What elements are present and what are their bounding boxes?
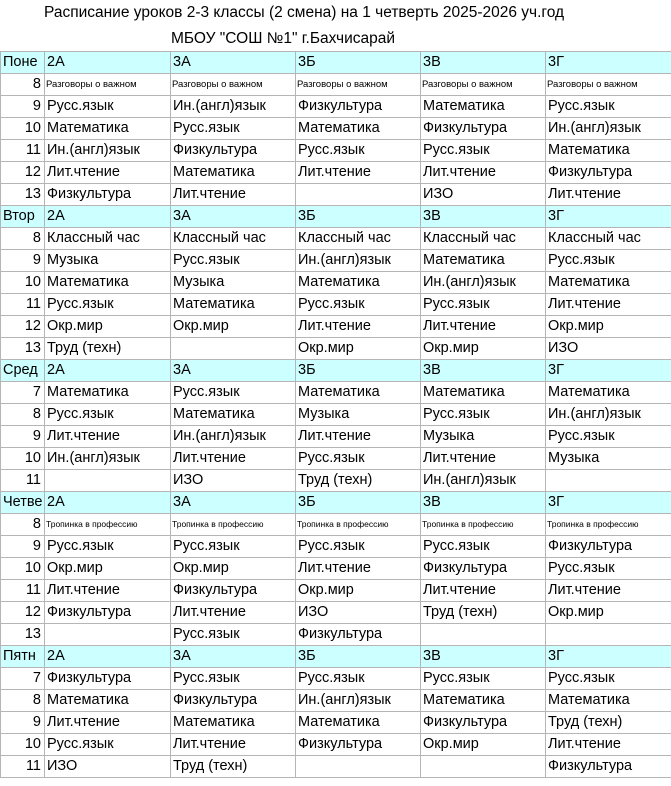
lesson-row (1, 624, 671, 646)
lesson-number-cell[interactable]: 11 (1, 140, 45, 162)
subject-cell[interactable] (45, 624, 171, 646)
class-header-cell[interactable]: 2А (45, 206, 171, 228)
lesson-number-cell[interactable]: 12 (1, 316, 45, 338)
subject-cell[interactable]: Ин.(англ)язык (421, 470, 546, 492)
lesson-number-cell[interactable]: 8 (1, 404, 45, 426)
lesson-number-cell[interactable]: 13 (1, 338, 45, 360)
subject-cell[interactable]: Труд (техн) (45, 338, 171, 360)
subject-cell[interactable]: Лит.чтение (421, 448, 546, 470)
subject-cell[interactable] (171, 338, 296, 360)
lesson-number-cell[interactable]: 8 (1, 514, 45, 536)
subject-cell[interactable]: Математика (171, 712, 296, 734)
lesson-row (1, 690, 671, 712)
subject-cell[interactable]: Окр.мир (421, 338, 546, 360)
lesson-row (1, 448, 671, 470)
lesson-row (1, 338, 671, 360)
subject-cell[interactable]: Русс.язык (421, 404, 546, 426)
subject-cell[interactable]: ИЗО (171, 470, 296, 492)
lesson-number-cell[interactable]: 9 (1, 712, 45, 734)
subject-cell[interactable]: Русс.язык (296, 448, 421, 470)
subject-cell[interactable]: Физкультура (546, 536, 671, 558)
subject-cell[interactable]: Лит.чтение (45, 426, 171, 448)
class-header-cell[interactable]: 3Г (546, 492, 671, 514)
subject-cell[interactable]: Физкультура (546, 756, 671, 778)
subject-cell[interactable]: Лит.чтение (296, 426, 421, 448)
subject-cell[interactable]: Музыка (421, 426, 546, 448)
subject-cell[interactable]: Музыка (45, 250, 171, 272)
schedule-body (1, 52, 671, 778)
lesson-number-cell[interactable]: 9 (1, 250, 45, 272)
subject-cell[interactable]: Физкультура (171, 140, 296, 162)
subject-cell[interactable]: Лит.чтение (171, 734, 296, 756)
subject-cell[interactable]: Ин.(англ)язык (296, 690, 421, 712)
subject-cell[interactable]: Тропинка в профессию (171, 514, 296, 536)
lesson-row (1, 602, 671, 624)
schedule-title[interactable]: Расписание уроков 2-3 классы (2 смена) на 1 четверть 2025-2026 уч.год (44, 4, 565, 21)
lesson-row (1, 404, 671, 426)
class-header-cell[interactable]: 2А (45, 646, 171, 668)
subject-cell[interactable]: Ин.(англ)язык (421, 272, 546, 294)
lesson-number-cell[interactable]: 12 (1, 162, 45, 184)
subject-cell[interactable]: Математика (45, 118, 171, 140)
subject-cell[interactable]: Математика (421, 96, 546, 118)
subject-cell[interactable] (421, 624, 546, 646)
subject-cell[interactable]: Труд (техн) (421, 602, 546, 624)
subject-cell[interactable]: Русс.язык (171, 250, 296, 272)
day-name-cell[interactable]: Сред (1, 360, 45, 382)
subject-cell[interactable]: Математика (45, 272, 171, 294)
subject-cell[interactable] (546, 624, 671, 646)
subject-cell[interactable]: Математика (421, 250, 546, 272)
subject-cell[interactable]: Русс.язык (296, 668, 421, 690)
lesson-row (1, 272, 671, 294)
lesson-number-cell[interactable]: 8 (1, 228, 45, 250)
lesson-row (1, 162, 671, 184)
subject-cell[interactable]: Русс.язык (45, 536, 171, 558)
lesson-number-cell[interactable]: 13 (1, 624, 45, 646)
subject-cell[interactable]: Ин.(англ)язык (171, 426, 296, 448)
subject-cell[interactable]: Физкультура (546, 162, 671, 184)
subject-cell[interactable]: Окр.мир (296, 338, 421, 360)
class-header-cell[interactable]: 3А (171, 206, 296, 228)
subject-cell[interactable]: Русс.язык (45, 96, 171, 118)
subject-cell[interactable]: Математика (296, 118, 421, 140)
lesson-number-cell[interactable]: 10 (1, 558, 45, 580)
subject-cell[interactable]: Тропинка в профессию (421, 514, 546, 536)
subject-cell[interactable]: Тропинка в профессию (546, 514, 671, 536)
lesson-number-cell[interactable]: 10 (1, 118, 45, 140)
subject-cell[interactable]: Математика (546, 690, 671, 712)
subject-cell[interactable]: Физкультура (421, 712, 546, 734)
class-header-cell[interactable]: 3В (421, 360, 546, 382)
lesson-row (1, 558, 671, 580)
lesson-number-cell[interactable]: 10 (1, 734, 45, 756)
lesson-row (1, 294, 671, 316)
subject-cell[interactable]: Окр.мир (546, 602, 671, 624)
lesson-number-cell[interactable]: 7 (1, 668, 45, 690)
school-name-row (0, 26, 671, 51)
subject-cell[interactable]: Разговоры о важном (421, 74, 546, 96)
subject-cell[interactable]: Лит.чтение (546, 580, 671, 602)
subject-cell[interactable] (45, 470, 171, 492)
subject-cell[interactable]: Окр.мир (45, 316, 171, 338)
lesson-row (1, 382, 671, 404)
subject-cell[interactable]: Русс.язык (546, 250, 671, 272)
class-header-cell[interactable]: 3А (171, 52, 296, 74)
subject-cell[interactable]: Тропинка в профессию (296, 514, 421, 536)
subject-cell[interactable]: Физкультура (171, 580, 296, 602)
subject-cell[interactable]: Математика (546, 140, 671, 162)
subject-cell[interactable]: Лит.чтение (296, 558, 421, 580)
lesson-number-cell[interactable]: 13 (1, 184, 45, 206)
subject-cell[interactable]: Классный час (546, 228, 671, 250)
subject-cell[interactable] (546, 470, 671, 492)
class-header-cell[interactable]: 3В (421, 646, 546, 668)
subject-cell[interactable]: Ин.(англ)язык (546, 404, 671, 426)
lesson-row (1, 536, 671, 558)
subject-cell[interactable]: Математика (296, 382, 421, 404)
class-header-cell[interactable]: 2А (45, 52, 171, 74)
subject-cell[interactable]: Разговоры о важном (171, 74, 296, 96)
subject-cell[interactable]: Математика (296, 712, 421, 734)
subject-cell[interactable]: Тропинка в профессию (45, 514, 171, 536)
lesson-row (1, 316, 671, 338)
subject-cell[interactable]: Русс.язык (45, 734, 171, 756)
lesson-row (1, 118, 671, 140)
subject-cell[interactable]: Лит.чтение (45, 712, 171, 734)
subject-cell[interactable]: Разговоры о важном (546, 74, 671, 96)
class-header-cell[interactable]: 3Г (546, 360, 671, 382)
subject-cell[interactable]: Труд (техн) (171, 756, 296, 778)
day-name-cell[interactable]: Поне (1, 52, 45, 74)
class-header-cell[interactable]: 3Г (546, 646, 671, 668)
subject-cell[interactable]: Русс.язык (171, 624, 296, 646)
subject-cell[interactable]: Математика (171, 294, 296, 316)
subject-cell[interactable]: Окр.мир (296, 580, 421, 602)
subject-cell[interactable]: Физкультура (45, 668, 171, 690)
subject-cell[interactable]: Русс.язык (546, 668, 671, 690)
class-header-cell[interactable]: 3Б (296, 360, 421, 382)
day-header-row (1, 52, 671, 74)
day-name-cell[interactable]: Четве (1, 492, 45, 514)
subject-cell[interactable]: Лит.чтение (171, 602, 296, 624)
class-header-cell[interactable]: 3Б (296, 52, 421, 74)
subject-cell[interactable]: Окр.мир (171, 316, 296, 338)
lesson-row (1, 426, 671, 448)
lesson-row (1, 96, 671, 118)
subject-cell[interactable]: Русс.язык (296, 536, 421, 558)
subject-cell[interactable]: Физкультура (421, 558, 546, 580)
lesson-number-cell[interactable]: 9 (1, 96, 45, 118)
subject-cell[interactable]: Окр.мир (171, 558, 296, 580)
subject-cell[interactable]: Труд (техн) (546, 712, 671, 734)
lesson-number-cell[interactable]: 12 (1, 602, 45, 624)
subject-cell[interactable]: Окр.мир (45, 558, 171, 580)
subject-cell[interactable]: Физкультура (296, 96, 421, 118)
class-header-cell[interactable]: 3Б (296, 646, 421, 668)
subject-cell[interactable]: Математика (546, 272, 671, 294)
subject-cell[interactable]: Русс.язык (421, 668, 546, 690)
subject-cell[interactable]: Лит.чтение (421, 316, 546, 338)
school-name[interactable]: МБОУ "СОШ №1" г.Бахчисарай (171, 30, 396, 47)
lesson-number-cell[interactable]: 11 (1, 294, 45, 316)
subject-cell[interactable]: Математика (171, 404, 296, 426)
subject-cell[interactable]: Классный час (171, 228, 296, 250)
subject-cell[interactable]: Классный час (421, 228, 546, 250)
subject-cell[interactable]: Лит.чтение (296, 162, 421, 184)
day-name-cell[interactable]: Втор (1, 206, 45, 228)
subject-cell[interactable]: Русс.язык (546, 558, 671, 580)
class-header-cell[interactable]: 3А (171, 492, 296, 514)
subject-cell[interactable]: Музыка (171, 272, 296, 294)
day-header-row (1, 492, 671, 514)
subject-cell[interactable]: Ин.(англ)язык (45, 448, 171, 470)
subject-cell[interactable]: Математика (296, 272, 421, 294)
lesson-row (1, 228, 671, 250)
day-header-row (1, 206, 671, 228)
lesson-number-cell[interactable]: 7 (1, 382, 45, 404)
subject-cell[interactable]: Математика (45, 690, 171, 712)
lesson-row (1, 470, 671, 492)
subject-cell[interactable]: ИЗО (421, 184, 546, 206)
lesson-row (1, 74, 671, 96)
subject-cell[interactable]: Русс.язык (546, 426, 671, 448)
subject-cell[interactable]: Лит.чтение (546, 294, 671, 316)
subject-cell[interactable]: Лит.чтение (296, 316, 421, 338)
lesson-row (1, 140, 671, 162)
subject-cell[interactable]: Математика (421, 690, 546, 712)
lesson-number-cell[interactable]: 11 (1, 470, 45, 492)
class-header-cell[interactable]: 3Г (546, 206, 671, 228)
subject-cell[interactable]: Математика (421, 382, 546, 404)
subject-cell[interactable]: Лит.чтение (546, 734, 671, 756)
lesson-row (1, 514, 671, 536)
class-header-cell[interactable]: 3В (421, 206, 546, 228)
subject-cell[interactable]: Русс.язык (171, 118, 296, 140)
subject-cell[interactable]: Русс.язык (546, 96, 671, 118)
lesson-row (1, 756, 671, 778)
lesson-row (1, 712, 671, 734)
lesson-row (1, 734, 671, 756)
subject-cell[interactable]: Лит.чтение (171, 448, 296, 470)
subject-cell[interactable]: Ин.(англ)язык (171, 96, 296, 118)
lesson-number-cell[interactable]: 10 (1, 272, 45, 294)
class-header-cell[interactable]: 3Б (296, 492, 421, 514)
subject-cell[interactable]: ИЗО (45, 756, 171, 778)
subject-cell[interactable]: Русс.язык (171, 382, 296, 404)
subject-cell[interactable]: Математика (171, 162, 296, 184)
subject-cell[interactable]: ИЗО (296, 602, 421, 624)
subject-cell[interactable]: Ин.(англ)язык (45, 140, 171, 162)
class-header-cell[interactable]: 3Б (296, 206, 421, 228)
lesson-number-cell[interactable]: 11 (1, 756, 45, 778)
subject-cell[interactable]: Музыка (546, 448, 671, 470)
subject-cell[interactable]: Русс.язык (421, 140, 546, 162)
class-header-cell[interactable]: 3А (171, 360, 296, 382)
subject-cell[interactable]: Окр.мир (546, 316, 671, 338)
subject-cell[interactable]: Русс.язык (171, 668, 296, 690)
subject-cell[interactable]: Ин.(англ)язык (296, 250, 421, 272)
class-header-cell[interactable]: 2А (45, 492, 171, 514)
subject-cell[interactable]: Лит.чтение (45, 580, 171, 602)
subject-cell[interactable]: Русс.язык (45, 294, 171, 316)
lesson-row (1, 184, 671, 206)
subject-cell[interactable]: Физкультура (171, 690, 296, 712)
subject-cell[interactable]: Физкультура (296, 734, 421, 756)
subject-cell[interactable] (421, 756, 546, 778)
class-header-cell[interactable]: 3Г (546, 52, 671, 74)
subject-cell[interactable]: Разговоры о важном (296, 74, 421, 96)
subject-cell[interactable]: Музыка (296, 404, 421, 426)
subject-cell[interactable]: Русс.язык (296, 294, 421, 316)
subject-cell[interactable]: Классный час (45, 228, 171, 250)
day-header-row (1, 360, 671, 382)
subject-cell[interactable]: Математика (546, 382, 671, 404)
class-header-cell[interactable]: 3В (421, 492, 546, 514)
subject-cell[interactable]: Ин.(англ)язык (546, 118, 671, 140)
class-header-cell[interactable]: 3А (171, 646, 296, 668)
subject-cell[interactable]: Физкультура (421, 118, 546, 140)
subject-cell[interactable]: Классный час (296, 228, 421, 250)
subject-cell[interactable]: Русс.язык (421, 294, 546, 316)
day-name-cell[interactable]: Пятн (1, 646, 45, 668)
subject-cell[interactable]: Разговоры о важном (45, 74, 171, 96)
subject-cell[interactable]: Физкультура (45, 602, 171, 624)
subject-cell[interactable]: Лит.чтение (421, 580, 546, 602)
subject-cell[interactable]: Лит.чтение (546, 184, 671, 206)
schedule-title-row (0, 0, 671, 26)
lesson-number-cell[interactable]: 9 (1, 426, 45, 448)
lesson-row (1, 668, 671, 690)
subject-cell[interactable]: Лит.чтение (171, 184, 296, 206)
subject-cell[interactable]: Русс.язык (296, 140, 421, 162)
subject-cell[interactable]: Русс.язык (171, 536, 296, 558)
subject-cell[interactable] (296, 184, 421, 206)
subject-cell[interactable]: Лит.чтение (421, 162, 546, 184)
day-header-row (1, 646, 671, 668)
subject-cell[interactable]: Лит.чтение (45, 162, 171, 184)
subject-cell[interactable]: ИЗО (546, 338, 671, 360)
subject-cell[interactable]: Физкультура (45, 184, 171, 206)
subject-cell[interactable]: Окр.мир (421, 734, 546, 756)
subject-cell[interactable]: Математика (45, 382, 171, 404)
subject-cell[interactable]: Труд (техн) (296, 470, 421, 492)
lesson-number-cell[interactable]: 8 (1, 690, 45, 712)
class-header-cell[interactable]: 3В (421, 52, 546, 74)
subject-cell[interactable]: Русс.язык (421, 536, 546, 558)
lesson-row (1, 250, 671, 272)
lesson-number-cell[interactable]: 9 (1, 536, 45, 558)
lesson-number-cell[interactable]: 10 (1, 448, 45, 470)
lesson-row (1, 580, 671, 602)
lesson-number-cell[interactable]: 11 (1, 580, 45, 602)
class-header-cell[interactable]: 2А (45, 360, 171, 382)
lesson-number-cell[interactable]: 8 (1, 74, 45, 96)
subject-cell[interactable] (296, 756, 421, 778)
subject-cell[interactable]: Русс.язык (45, 404, 171, 426)
subject-cell[interactable]: Физкультура (296, 624, 421, 646)
schedule-table (0, 51, 671, 778)
